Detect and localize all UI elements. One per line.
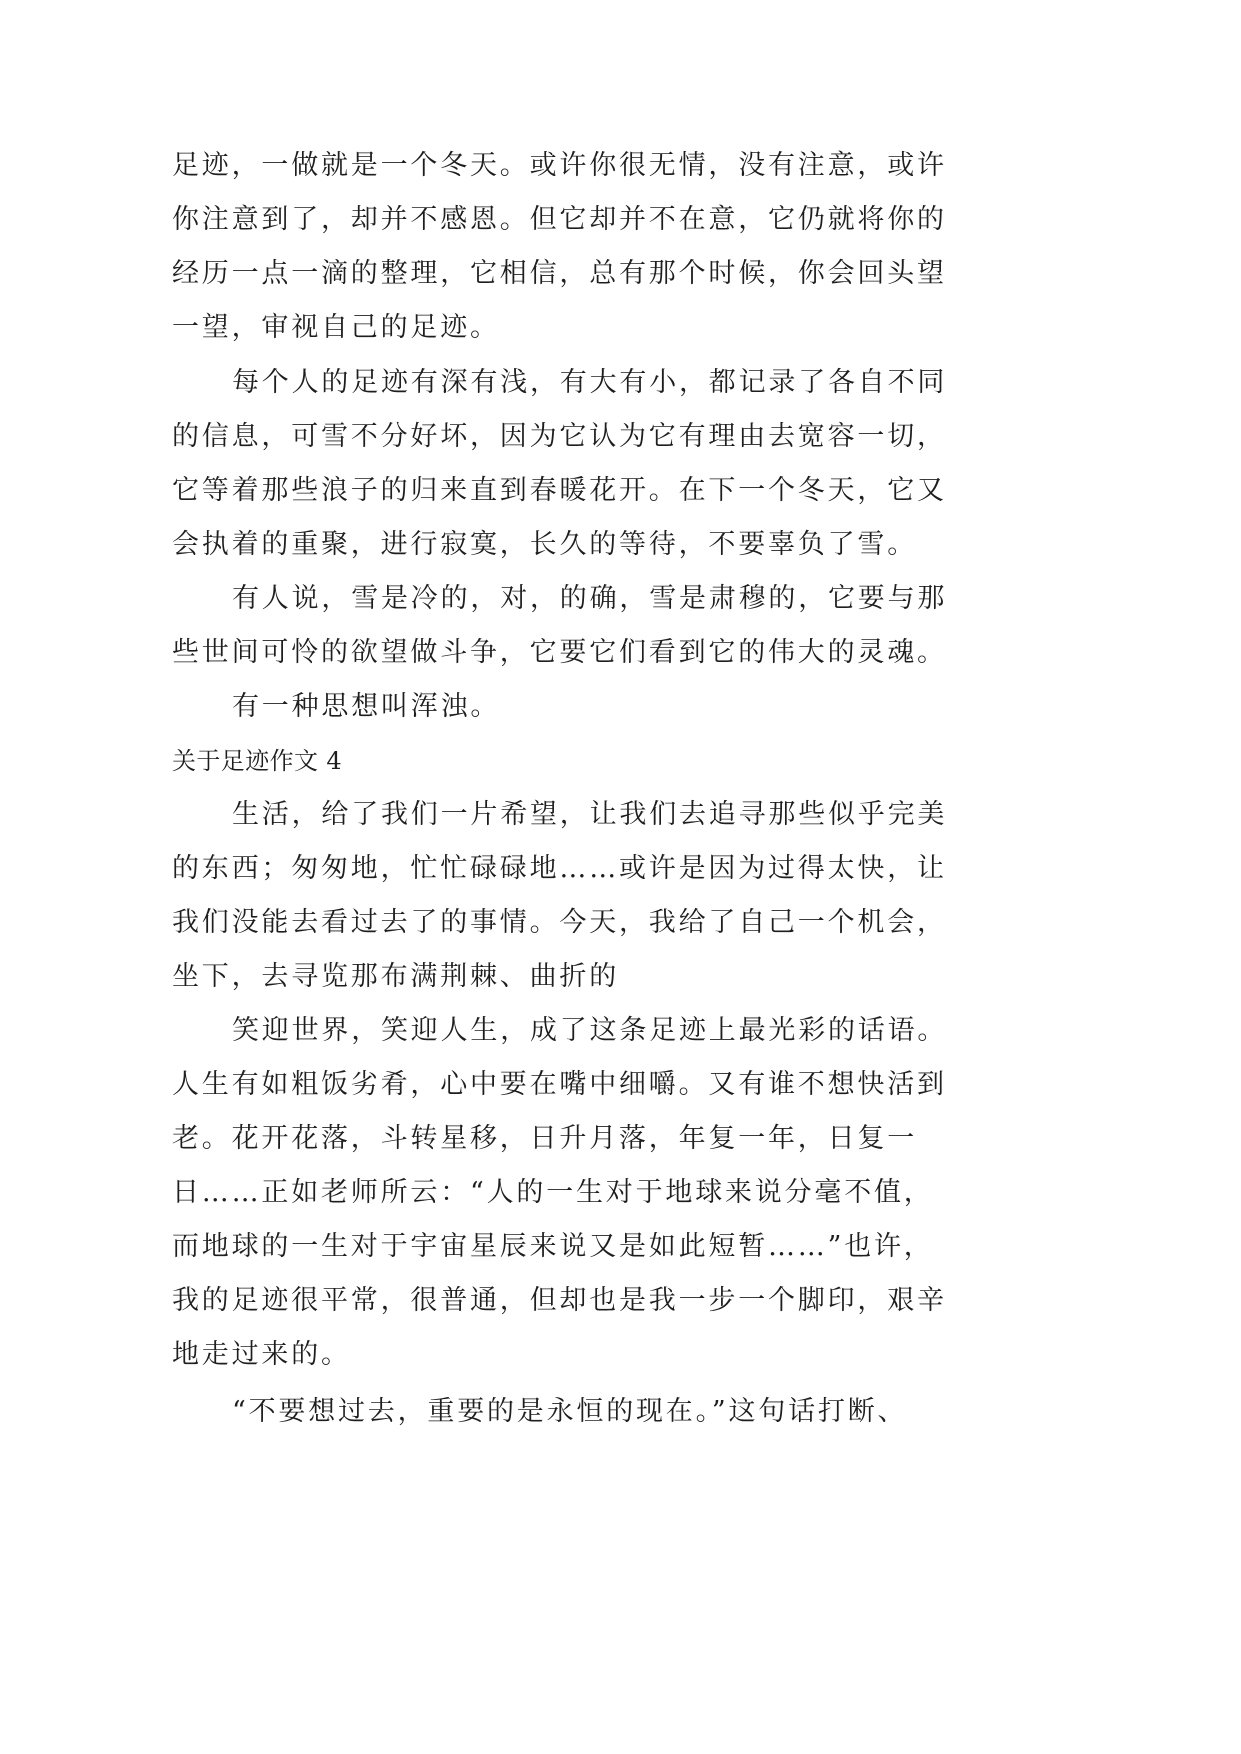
text-line: 老。花开花落，斗转星移，日升月落，年复一年，日复一 <box>172 1123 917 1154</box>
text-line: 坐下，去寻览那布满荆棘、曲折的 <box>172 961 619 992</box>
text-line: 足迹，一做就是一个冬天。或许你很无情，没有注意，或许 <box>172 150 947 181</box>
text-line: 日……正如老师所云：“人的一生对于地球来说分毫不值， <box>172 1177 934 1208</box>
text-line: 些世间可怜的欲望做斗争，它要它们看到它的伟大的灵魂。 <box>172 637 947 668</box>
text-line: 经历一点一滴的整理，它相信，总有那个时候，你会回头望 <box>172 258 947 289</box>
paragraph-first-line: 有人说，雪是冷的，对，的确，雪是肃穆的，它要与那 <box>232 583 948 614</box>
text-line: 它等着那些浪子的归来直到春暖花开。在下一个冬天，它又 <box>172 475 947 506</box>
paragraph-first-line: “不要想过去，重要的是永恒的现在。”这句话打断、 <box>232 1396 908 1427</box>
text-line: 我的足迹很平常，很普通，但却也是我一步一个脚印，艰辛 <box>172 1285 947 1316</box>
text-line: 人生有如粗饭劣肴，心中要在嘴中细嚼。又有谁不想快活到 <box>172 1069 947 1100</box>
paragraph-first-line: 笑迎世界，笑迎人生，成了这条足迹上最光彩的话语。 <box>232 1015 948 1046</box>
text-line: 一望，审视自己的足迹。 <box>172 312 500 343</box>
paragraph-first-line: 生活，给了我们一片希望，让我们去追寻那些似乎完美 <box>232 799 948 830</box>
text-line: 我们没能去看过去了的事情。今天，我给了自己一个机会， <box>172 907 947 938</box>
paragraph-first-line: 每个人的足迹有深有浅，有大有小，都记录了各自不同 <box>232 367 948 398</box>
text-line: 你注意到了，却并不感恩。但它却并不在意，它仍就将你的 <box>172 204 947 235</box>
text-line: 的东西；匆匆地，忙忙碌碌地……或许是因为过得太快，让 <box>172 853 947 884</box>
text-line: 地走过来的。 <box>172 1339 351 1370</box>
text-line: 而地球的一生对于宇宙星辰来说又是如此短暂……”也许， <box>172 1231 934 1262</box>
text-line: 的信息，可雪不分好坏，因为它认为它有理由去宽容一切， <box>172 421 947 452</box>
paragraph-first-line: 有一种思想叫浑浊。 <box>232 691 501 722</box>
text-line: 会执着的重聚，进行寂寞，长久的等待，不要辜负了雪。 <box>172 529 917 560</box>
section-heading: 关于足迹作文 4 <box>172 747 343 775</box>
